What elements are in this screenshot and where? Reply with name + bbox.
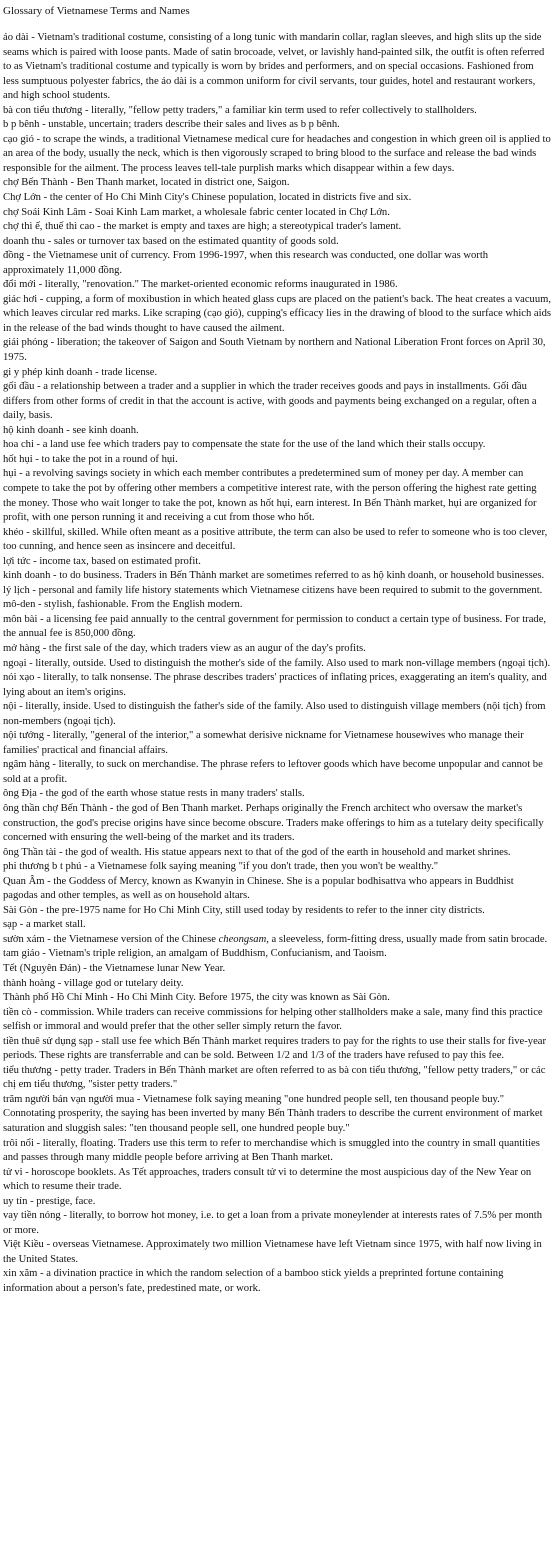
entry-text: trôi nổi - literally, floating. Traders use this term to refer to merchandise which is smuggled into the country in small quantities and passes through many middle people before arriving at Ben Thanh market. xyxy=(3,1137,540,1164)
entry-text: mô-den - stylish, fashionable. From the English modern. xyxy=(3,599,243,611)
entry-text: chợ Soái Kình Lâm - Soai Kinh Lam market, a wholesale fabric center located in Chợ Lớn. xyxy=(3,206,390,218)
glossary-entry xyxy=(3,438,551,453)
glossary-entry xyxy=(3,467,551,525)
glossary-entry xyxy=(3,1035,551,1064)
entry-text: áo dài - Vietnam's traditional costume, consisting of a long tunic with mandarin collar, raglan sleeves, and high slits up the side seams which is paired with loose pants. Made of satin brocoade, velvet, or lavishly hand-painted silk, the outfit is often referred to as Vietnam's traditional costume and typically is worn by brides and performers, and on special occasions. Fashioned from less sumptuous polyester fabrics, the áo dài is a common uniform for civil servants, tour guides, hotel and restaurant workers, and high school students. xyxy=(3,32,545,102)
glossary-entry xyxy=(3,249,551,278)
entry-text: Thành phố Hồ Chí Minh - Ho Chi Minh City. Before 1975, the city was known as Sài Gòn. xyxy=(3,992,390,1004)
glossary-entry xyxy=(3,613,551,642)
entry-text: trăm người bán vạn người mua - Vietnamese folk saying meaning "one hundred people sell, ten thousand people buy." Connotating prosperity, the saying has been inverted by many Bến Thành traders to describe the current environment of market saturation and sluggish sales: "ten thousand people sell, one hundred people buy." xyxy=(3,1093,543,1135)
glossary-entry xyxy=(3,336,551,365)
glossary-entry xyxy=(3,1209,551,1238)
glossary-entry xyxy=(3,787,551,802)
glossary-entry xyxy=(3,1006,551,1035)
glossary-entry xyxy=(3,758,551,787)
glossary-entry xyxy=(3,1064,551,1093)
glossary-entry xyxy=(3,846,551,861)
entry-text: lợi tức - income tax, based on estimated profit. xyxy=(3,555,201,567)
glossary-entry xyxy=(3,1238,551,1267)
entry-text: b p bênh - unstable, uncertain; traders describe their sales and lives as b p bênh. xyxy=(3,119,340,131)
page-title: Glossary of Vietnamese Terms and Names xyxy=(3,5,190,17)
entry-text: sạp - a market stall. xyxy=(3,919,86,931)
glossary-entry xyxy=(3,191,551,206)
glossary-entry xyxy=(3,671,551,700)
entry-text: ông Địa - the god of the earth whose statue rests in many traders' stalls. xyxy=(3,788,305,800)
entry-text: giải phóng - liberation; the takeover of Saigon and South Vietnam by northern and National Liberation Front forces on April 30, 1975. xyxy=(3,337,546,364)
glossary-entry xyxy=(3,1195,551,1210)
entry-text: mở hàng - the first sale of the day, which traders view as an augur of the day's profits. xyxy=(3,642,366,654)
glossary-entry xyxy=(3,933,551,948)
entry-text: tam giáo - Vietnam's triple religion, an amalgam of Buddhism, Confucianism, and Taoism. xyxy=(3,948,387,960)
glossary-entry xyxy=(3,526,551,555)
entry-text: đồng - the Vietnamese unit of currency. From 1996-1997, when this research was conducted, one dollar was worth approximately 11,000 đồng. xyxy=(3,250,489,276)
glossary-entry xyxy=(3,991,551,1006)
glossary-entry xyxy=(3,278,551,293)
entry-text: môn bài - a licensing fee paid annually to the central government for permission to conduct a certain type of business. For trade, the annual fee is 850,000 đồng. xyxy=(3,613,547,640)
glossary-entry xyxy=(3,904,551,919)
glossary-entry xyxy=(3,293,551,337)
glossary-entry xyxy=(3,860,551,875)
glossary-entry xyxy=(3,453,551,468)
glossary-entry xyxy=(3,1093,551,1137)
glossary-entry xyxy=(3,555,551,570)
glossary-entry xyxy=(3,424,551,439)
entry-text: ông Thần tài - the god of wealth. His statue appears next to that of the god of the earth in household and market shrines. xyxy=(3,846,511,858)
glossary-entry xyxy=(3,1166,551,1195)
glossary-entry xyxy=(3,380,551,424)
entry-text: hoa chi - a land use fee which traders pay to compensate the state for the use of the land which their stalls occupy. xyxy=(3,439,486,451)
entry-text: nội - literally, inside. Used to distinguish the father's side of the family. Also used to distinguish village members (nội tịch) from non-members (ngoại tịch). xyxy=(3,701,546,727)
glossary-entry xyxy=(3,875,551,904)
entry-text: nội tướng - literally, "general of the interior," a somewhat derisive nickname for Vietnamese housewives who manage their families' practical and financial affairs. xyxy=(3,730,524,756)
entry-text: hốt hụi - to take the pot in a round of hụi. xyxy=(3,453,178,465)
entry-text: gối đầu - a relationship between a trader and a supplier in which the trader receives goods and pays in installments. Gối đầu differs from other forms of credit in that the account is active, with goods and payments being exchanged on a regular, often a daily, basis. xyxy=(3,381,537,422)
entry-text: ngâm hàng - literally, to suck on merchandise. The phrase refers to leftover goods which have become unpopular and cannot be sold at a profit. xyxy=(3,759,543,785)
glossary-entry xyxy=(3,235,551,250)
entry-text: vay tiền nóng - literally, to borrow hot money, i.e. to get a loan from a private moneylender at interests rates of 7.5% per month or more. xyxy=(3,1210,543,1236)
glossary-entry xyxy=(3,729,551,758)
entry-text: hộ kinh doanh - see kinh doanh. xyxy=(3,424,139,436)
glossary-entry xyxy=(3,206,551,221)
entry-italic-term: cheongsam xyxy=(218,933,267,945)
entry-text: tử vi - horoscope booklets. As Tết approaches, traders consult tử vi to determine the most auspicious day of the New Year on which to resume their trade. xyxy=(3,1166,532,1193)
glossary-entry xyxy=(3,962,551,977)
glossary-entry xyxy=(3,176,551,191)
entry-text: xin xăm - a divination practice in which the random selection of a bamboo stick yields a preprinted fortune containing information about a person's fate, predestined mate, or work. xyxy=(3,1268,504,1295)
entry-text: cạo gió - to scrape the winds, a traditional Vietnamese medical cure for headaches and congestion in which green oil is applied to an area of the body, usually the neck, which is then vigorously scraped to bring blood to the surface and release the bad winds responsible for the ailment. The process leaves tell-tale purplish marks which disappear within a few days. xyxy=(3,133,551,174)
entry-text: Tết (Nguyên Đán) - the Vietnamese lunar New Year. xyxy=(3,963,226,974)
entry-text: Chợ Lớn - the center of Ho Chi Minh City's Chinese population, located in districts five and six. xyxy=(3,192,412,204)
entry-text: giác hơi - cupping, a form of moxibustion in which heated glass cups are placed on the patient's back. The heat creates a vacuum, which leaves circular red marks. Like scraping (cạo gió), cupping's efficacy lies in the drawing of blood to the surface which aids in the release of the bad winds thought to have caused the ailment. xyxy=(3,293,552,334)
entry-text: khéo - skillful, skilled. While often meant as a positive attribute, the term can also be used to refer to someone who is too clever, too cunning, and hence seen as insincere and deceitful. xyxy=(3,526,548,553)
entry-text: uy tín - prestige, face. xyxy=(3,1195,96,1207)
entry-text: nói xạo - literally, to talk nonsense. The phrase describes traders' practices of inflating prices, exaggerating an item's quality, and lying about an item's origins. xyxy=(3,672,547,698)
glossary-entry xyxy=(3,366,551,381)
entry-text: tiểu thương - petty trader. Traders in Bến Thành market are often referred to as bà con tiểu thương, "fellow petty traders," or các chị em tiểu thương, "sister petty traders." xyxy=(3,1064,546,1091)
entry-text: chợ Bến Thành - Ben Thanh market, located in district one, Saigon. xyxy=(3,177,290,189)
entry-text: đổi mới - literally, "renovation." The market-oriented economic reforms inaugurated in 1986. xyxy=(3,279,398,291)
glossary-entry xyxy=(3,31,551,104)
glossary-entry xyxy=(3,569,551,584)
glossary-list xyxy=(3,31,551,1297)
glossary-entry xyxy=(3,584,551,599)
glossary-entry xyxy=(3,104,551,119)
entry-text: chợ thì ế, thuế thì cao - the market is empty and taxes are high; a stereotypical trader's lament. xyxy=(3,221,402,233)
glossary-entry xyxy=(3,802,551,846)
glossary-entry xyxy=(3,1137,551,1166)
entry-text: Quan Âm - the Goddess of Mercy, known as Kwanyin in Chinese. She is a popular bodhisattva who appears in Buddhist pagodas and other temples, as well as on household altars. xyxy=(3,875,514,902)
entry-text: lý lịch - personal and family life history statements which Vietnamese citizens have been required to submit to the government. xyxy=(3,584,543,596)
glossary-entry xyxy=(3,918,551,933)
glossary-entry xyxy=(3,657,551,672)
entry-text: gi y phép kinh doanh - trade license. xyxy=(3,366,158,378)
glossary-entry xyxy=(3,947,551,962)
glossary-entry xyxy=(3,118,551,133)
entry-text-continued: , a sleeveless, form-fitting dress, usually made from satin brocade. xyxy=(266,933,548,945)
entry-text: phi thương b t phú - a Vietnamese folk saying meaning "if you don't trade, then you won't be wealthy." xyxy=(3,861,439,873)
entry-text: ông thần chợ Bến Thành - the god of Ben Thanh market. Perhaps originally the French architect who oversaw the market's construction, the god's precise origins have since become obscure. Traders make offerings to him as a tutelary deity specifically concerned with ensuring the well-being of the market and its traders. xyxy=(3,802,544,844)
glossary-entry xyxy=(3,1267,551,1296)
entry-text: thành hoàng - village god or tutelary deity. xyxy=(3,977,184,989)
glossary-entry xyxy=(3,133,551,177)
glossary-entry xyxy=(3,977,551,992)
glossary-entry xyxy=(3,642,551,657)
entry-text: ngoại - literally, outside. Used to distinguish the mother's side of the family. Also used to mark non-village members (ngoại tịch). xyxy=(3,657,551,669)
entry-text: sườn xám - the Vietnamese version of the Chinese xyxy=(3,933,219,945)
entry-text: doanh thu - sales or turnover tax based on the estimated quantity of goods sold. xyxy=(3,235,339,247)
entry-text: Việt Kiều - overseas Vietnamese. Approximately two million Vietnamese have left Vietnam since 1975, with half now living in the United States. xyxy=(3,1239,542,1265)
entry-text: Sài Gòn - the pre-1975 name for Ho Chi Minh City, still used today by residents to refer to the inner city districts. xyxy=(3,904,485,916)
entry-text: hụi - a revolving savings society in which each member contributes a predetermined sum of money per day. A member can compete to take the pot by offering other members a competitive interest rate, with the person offering the highest rate getting the money. Those who wait longer to take the pot, known as hốt hụi, earn interest. In Bến Thành market, hụi are organized for profit, with one person running it and receiving a cut from those who hốt. xyxy=(3,468,537,524)
entry-text: bà con tiểu thương - literally, "fellow petty traders," a familiar kin term used to refer collectively to stallholders. xyxy=(3,104,477,116)
glossary-entry xyxy=(3,700,551,729)
glossary-entry xyxy=(3,598,551,613)
entry-text: tiền thuê sử dụng sạp - stall use fee which Bến Thành market requires traders to pay for the rights to use their stalls for five-year periods. These rights are transferrable and can be sold. Between 1/2 and 1/3 of the traders have refused to pay this fee. xyxy=(3,1035,547,1062)
glossary-entry xyxy=(3,220,551,235)
entry-text: kinh doanh - to do business. Traders in Bến Thành market are sometimes referred to as hộ kinh doanh, or household businesses. xyxy=(3,570,545,582)
entry-text: tiền cò - commission. While traders can receive commissions for helping other stallholders make a sale, many find this practice selfish or immoral and would prefer that the other seller simply return the favor. xyxy=(3,1006,543,1033)
